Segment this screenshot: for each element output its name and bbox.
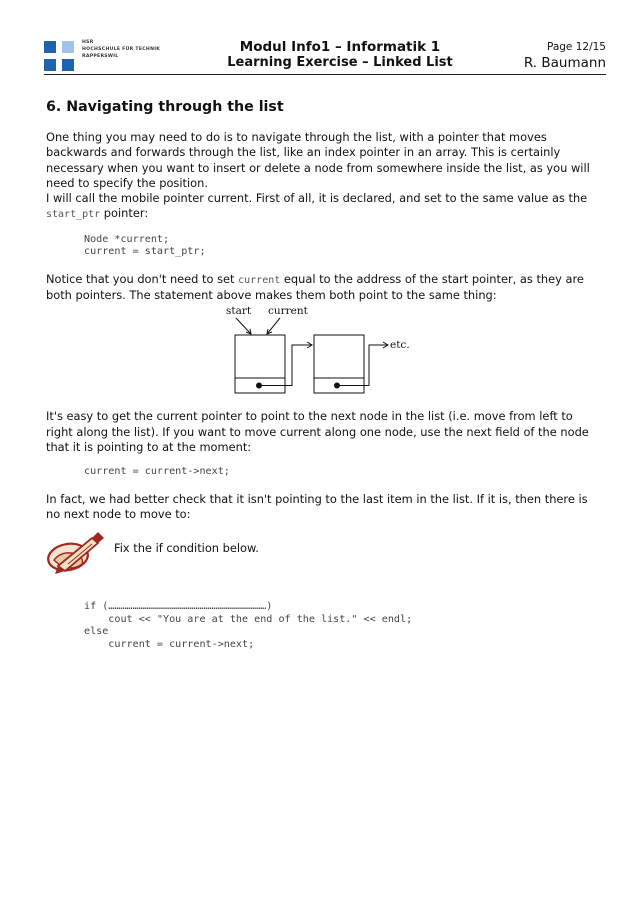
exercise-note: [46, 530, 594, 590]
paragraph-text: equal to the address of the start pointer, as they are both pointers. The statement above makes them both point to the same thing:: [46, 271, 584, 303]
module-title: Modul Info1 – Informatik 1: [239, 39, 441, 55]
paragraph: One thing you may need to do is to navigate through the list, with a pointer that moves backwards and forwards through the list, like an index pointer in an array. This is certainly necessary when you want to insert or delete a node from somewhere inside the list, as you will need to specify the position.: [46, 130, 590, 190]
section-heading: 6. Navigating through the list: [46, 99, 284, 115]
start-arrow: [236, 318, 251, 334]
linked-list-diagram-svg: [222, 305, 482, 405]
logo-text-line: HOCHSCHULE FÜR TECHNIK: [82, 47, 161, 52]
page-content: [46, 98, 594, 651]
code-line: Node *current;: [84, 233, 170, 245]
logo-square: [62, 41, 74, 53]
current-pointer-label: current: [268, 305, 308, 318]
pencil-exercise-icon: [46, 530, 108, 578]
next-pointer-dot: [256, 383, 262, 389]
paragraph: [46, 272, 594, 304]
logo-square: [44, 41, 56, 53]
exercise-instruction: Fix the if condition below.: [114, 541, 259, 556]
next-link: [262, 345, 312, 386]
code-line: else: [84, 626, 109, 638]
code-line: current = current->next;: [84, 638, 255, 650]
paragraph: It's easy to get the current pointer to point to the next node in the list (i.e. move from left to right along the list). If you want to move current along one node, use the next field of the node that it is pointing to at the moment:: [46, 409, 589, 454]
start-pointer-label: start: [226, 305, 252, 318]
author: R. Baumann: [523, 55, 606, 71]
page-header: [44, 36, 606, 75]
linked-list-diagram: [46, 303, 594, 409]
inline-code: start_ptr: [46, 209, 101, 221]
paragraph-text: pointer:: [100, 206, 149, 221]
code-line: if (……………………………………………………………………): [84, 601, 273, 613]
code-line: current = start_ptr;: [84, 246, 206, 258]
logo-square: [62, 59, 74, 71]
inline-code: current: [238, 274, 281, 286]
paragraph: [46, 191, 594, 223]
current-arrow: [267, 318, 280, 334]
next-pointer-dot: [334, 383, 340, 389]
paragraph-text: Notice that you don't need to set: [46, 271, 239, 286]
hsr-logo: [44, 38, 174, 72]
code-line: cout << "You are at the end of the list." << endl;: [84, 613, 413, 625]
logo-text-line: RAPPERSWIL: [82, 54, 119, 59]
etc-label: etc.: [390, 339, 410, 352]
exercise-title: Learning Exercise – Linked List: [227, 55, 453, 70]
page-number: Page 12/15: [546, 41, 606, 53]
logo-square: [44, 59, 56, 71]
paragraph: In fact, we had better check that it isn't pointing to the last item in the list. If it is, then there is no next node to move to:: [46, 491, 588, 522]
code-line: current = current->next;: [84, 466, 230, 478]
paragraph-text: I will call the mobile pointer current. First of all, it is declared, and set to the same value as the: [46, 191, 588, 206]
logo-text-line: HSR: [82, 40, 94, 45]
